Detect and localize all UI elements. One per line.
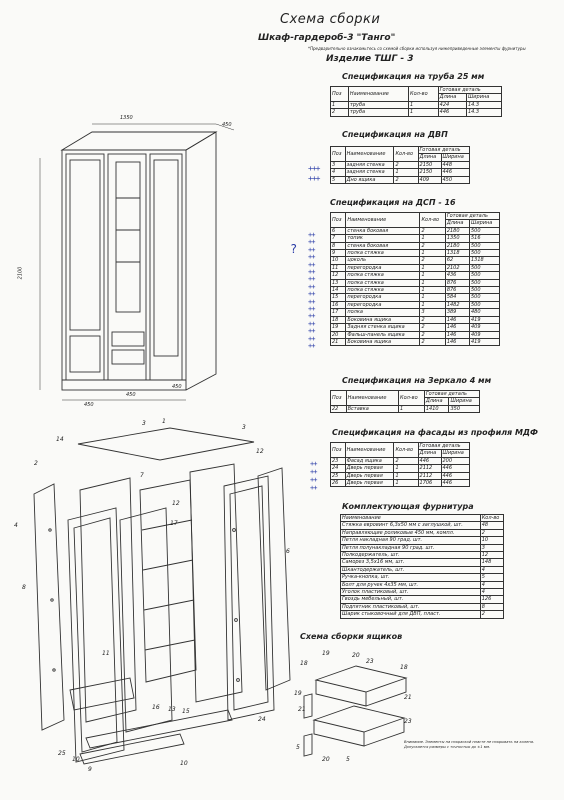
table-row: Болт для ручек 4х35 мм, шт. 4 xyxy=(341,581,504,588)
drawer-callout-19: 19 xyxy=(322,650,330,657)
callout-25: 25 xyxy=(58,750,66,757)
callout-14: 14 xyxy=(56,436,64,443)
table-row: 12 полка стяжка 1 436 500 xyxy=(331,272,500,279)
table-row: Петля полунакладная 90 град. шт. 3 xyxy=(341,544,504,551)
handwritten-question: ? xyxy=(290,242,297,256)
drawer-callout-20b: 20 xyxy=(322,756,330,763)
callout-10b: 10 xyxy=(180,760,188,767)
drawer-callout-18b: 18 xyxy=(400,664,408,671)
table-row: 6 стенка боковая 2 2180 500 xyxy=(331,227,500,234)
handwritten-tick: +++ xyxy=(308,164,320,173)
table-row: 15 перегородка 1 584 500 xyxy=(331,294,500,301)
callout-15: 15 xyxy=(182,708,190,715)
dim-bottom-mid: 450 xyxy=(126,392,136,398)
table-row: 2 труба 1 446 14.3 xyxy=(331,109,502,116)
callout-24: 24 xyxy=(258,716,266,723)
table-row: Шарик стыковочный для ДВП, пласт. 2 xyxy=(341,611,504,618)
pipe-spec-table: Поз Наименование Кол-во Готовая деталь Длина Ширина 1 труба 1 424 14.3 2 труба 1 446 14.3 xyxy=(330,86,502,117)
callout-10: 10 xyxy=(72,756,80,763)
table-row: Гвоздь мебельный, шт. 126 xyxy=(341,596,504,603)
drawer-callout-21b: 21 xyxy=(298,706,306,713)
mirror-spec-title: Спецификация на Зеркало 4 мм xyxy=(342,376,492,385)
callout-12b: 12 xyxy=(172,500,180,507)
callout-7: 7 xyxy=(140,472,144,479)
table-row: 20 Фальш-панель ящика 2 146 409 xyxy=(331,331,500,338)
dim-height: 2100 xyxy=(17,266,24,280)
table-row: 25 Дверь первая 1 2112 446 xyxy=(331,472,470,479)
product-code: Изделие ТШГ - 3 xyxy=(326,54,414,64)
drawer-callout-23: 23 xyxy=(366,658,374,665)
table-row: 11 перегородка 1 2102 500 xyxy=(331,264,500,271)
table-row: 4 задняя стенка 1 2150 446 xyxy=(331,169,470,176)
drawer-callout-18: 18 xyxy=(300,660,308,667)
facades-spec-title: Спецификация на фасады из профиля МДФ xyxy=(332,428,538,437)
callout-6: 6 xyxy=(286,548,290,555)
table-row: 26 Дверь первая 1 1706 446 xyxy=(331,480,470,487)
drawer-callout-23b: 23 xyxy=(404,718,412,725)
callout-8: 8 xyxy=(22,584,26,591)
callout-9: 9 xyxy=(88,766,92,773)
table-row: 10 цоколь 2 62 1318 xyxy=(331,257,500,264)
table-row: 21 Боковина ящика 2 146 419 xyxy=(331,338,500,345)
callout-13: 13 xyxy=(168,706,176,713)
hardware-title: Комплектующая фурнитура xyxy=(342,502,474,511)
table-row: Петля накладная 90 град. шт. 10 xyxy=(341,537,504,544)
table-row: 18 Боковина ящика 2 146 419 xyxy=(331,316,500,323)
dim-bottom-left: 450 xyxy=(84,402,94,408)
table-row: Шкантодержатель, шт. 4 xyxy=(341,566,504,573)
facades-spec-table: Поз Наименование Кол-во Готовая деталь Длина Ширина 23 Фасад ящика 2 446 200 24 Дверь первая 1 2112 446 25 Дверь первая 1 2112 446 26 Дверь первая 1 1706 446 xyxy=(330,442,470,487)
callout-3b: 3 xyxy=(242,424,246,431)
table-row: 9 полка стяжка 1 1318 500 xyxy=(331,250,500,257)
hardware-table: Наименование Кол-во Стяжка евровинт 6,3х50 мм с заглушкой, шт. 48 Направляющие роликовые 450 мм, компл. 2 Петля накладная 90 град. шт. 10 Петля полунакладная 90 град. шт. 3 Полкодержатель, шт. 12 Саморез 3,5х16 мм, шт. 148 Шкантодержатель, шт. 4 Ручка-кнопка, шт. 5 Болт для ручек 4х35 мм, шт. 4 Уголок пластиковый, шт. 4 Гвоздь мебельный, шт. 126 Подпятник пластиковый, шт. 8 Шарик стыковочный для ДВП, пласт. 2 xyxy=(340,514,504,619)
table-row: 14 полка стяжка 1 876 500 xyxy=(331,287,500,294)
dvp-spec-table: Поз Наименование Кол-во Готовая деталь Длина Ширина 3 задняя стенка 2 2150 448 4 задняя стенка 1 2150 446 5 Дно ящика 2 409 450 xyxy=(330,146,470,184)
handwritten-tick: +++ xyxy=(308,174,320,183)
dim-bottom-right: 450 xyxy=(172,384,182,390)
table-row: 16 перегородка 1 1482 500 xyxy=(331,301,500,308)
handwritten-ticks-column: ++ ++ ++ ++ ++ ++ ++ ++ ++ ++ ++ ++ ++ ++ ++ ++ xyxy=(308,231,315,351)
table-row: 3 задняя стенка 2 2150 448 xyxy=(331,161,470,168)
table-row: 7 топик 1 1350 516 xyxy=(331,235,500,242)
dvp-spec-title: Спецификация на ДВП xyxy=(342,130,448,139)
table-row: 23 Фасад ящика 2 446 200 xyxy=(331,457,470,464)
drawer-callout-20: 20 xyxy=(352,652,360,659)
callout-2: 2 xyxy=(34,460,38,467)
table-row: 24 Дверь первая 1 2112 446 xyxy=(331,465,470,472)
table-row: 5 Дно ящика 2 409 450 xyxy=(331,176,470,183)
table-row: Саморез 3,5х16 мм, шт. 148 xyxy=(341,559,504,566)
callout-12: 12 xyxy=(256,448,264,455)
table-row: 13 полка стяжка 1 876 500 xyxy=(331,279,500,286)
product-subtitle: Шкаф-гардероб-3 "Танго" xyxy=(258,33,396,43)
table-row: Направляющие роликовые 450 мм, компл. 2 xyxy=(341,529,504,536)
drawer-callout-5b: 5 xyxy=(346,756,350,763)
callout-4: 4 xyxy=(14,522,18,529)
drawer-assembly-title: Схема сборки ящиков xyxy=(300,632,403,641)
drawer-callout-5: 5 xyxy=(296,744,300,751)
table-row: Стяжка евровинт 6,3х50 мм с заглушкой, шт. 48 xyxy=(341,522,504,529)
drawer-callout-19b: 19 xyxy=(294,690,302,697)
page-title: Схема сборки xyxy=(280,12,381,27)
assembly-note: *Предварительно ознакомьтесь со схемой сборки используя нижеприведенные элементы фурнитуры xyxy=(308,46,526,51)
dsp-spec-title: Спецификация на ДСП - 16 xyxy=(330,198,456,207)
callout-3: 3 xyxy=(142,420,146,427)
dim-width: 1350 xyxy=(120,115,133,121)
callout-17: 17 xyxy=(170,520,178,527)
pipe-spec-title: Спецификация на труба 25 мм xyxy=(342,72,485,81)
table-row: 1 труба 1 424 14.3 xyxy=(331,101,502,108)
table-row: Полкодержатель, шт. 12 xyxy=(341,552,504,559)
callout-11: 11 xyxy=(102,650,110,657)
callout-1: 1 xyxy=(162,418,166,425)
table-row: 22 Вставка 1 1410 350 xyxy=(331,405,480,412)
dsp-spec-table: Поз Наименование Кол-во Готовая деталь Длина Ширина 6 стенка боковая 2 2180 500 7 топик 1 1350 516 8 стенка боковая 2 2180 500 9 полка стяжка 1 1318 500 10 цоколь 2 62 1318 11 перегородка 1 2102 500 12 полка стяжка 1 436 500 13 полка стяжка 1 876 500 14 полка стяжка 1 876 500 15 перегородка 1 584 500 16 перегородка 1 1482 500 17 полка 3 389 480 18 Боковина ящика 2 146 419 19 Задняя стенка ящика 2 146 409 20 Фальш-панель ящика 2 146 409 21 Боковина ящика 2 146 419 xyxy=(330,212,500,346)
drawer-callout-21: 21 xyxy=(404,694,412,701)
table-row: 19 Задняя стенка ящика 2 146 409 xyxy=(331,324,500,331)
table-row: 17 полка 3 389 480 xyxy=(331,309,500,316)
footer-note: Внимание. Элементы на покраской пласте не покрывать на колена. Допускается размеры с точностью до ±1 мм. xyxy=(404,740,535,749)
wardrobe-front-view xyxy=(20,118,245,408)
table-row: Подпятник пластиковый, шт. 8 xyxy=(341,603,504,610)
table-row: Ручка-кнопка, шт. 5 xyxy=(341,574,504,581)
callout-16: 16 xyxy=(152,704,160,711)
table-row: 8 стенка боковая 2 2180 500 xyxy=(331,242,500,249)
dim-depth: 450 xyxy=(222,122,232,128)
table-row: Уголок пластиковый, шт. 4 xyxy=(341,589,504,596)
handwritten-ticks-facades: ++ ++ ++ ++ xyxy=(310,460,317,492)
exploded-assembly-view xyxy=(20,420,310,780)
mirror-spec-table: Поз Наименование Кол-во Готовая деталь Длина Ширина 22 Вставка 1 1410 350 xyxy=(330,390,480,413)
